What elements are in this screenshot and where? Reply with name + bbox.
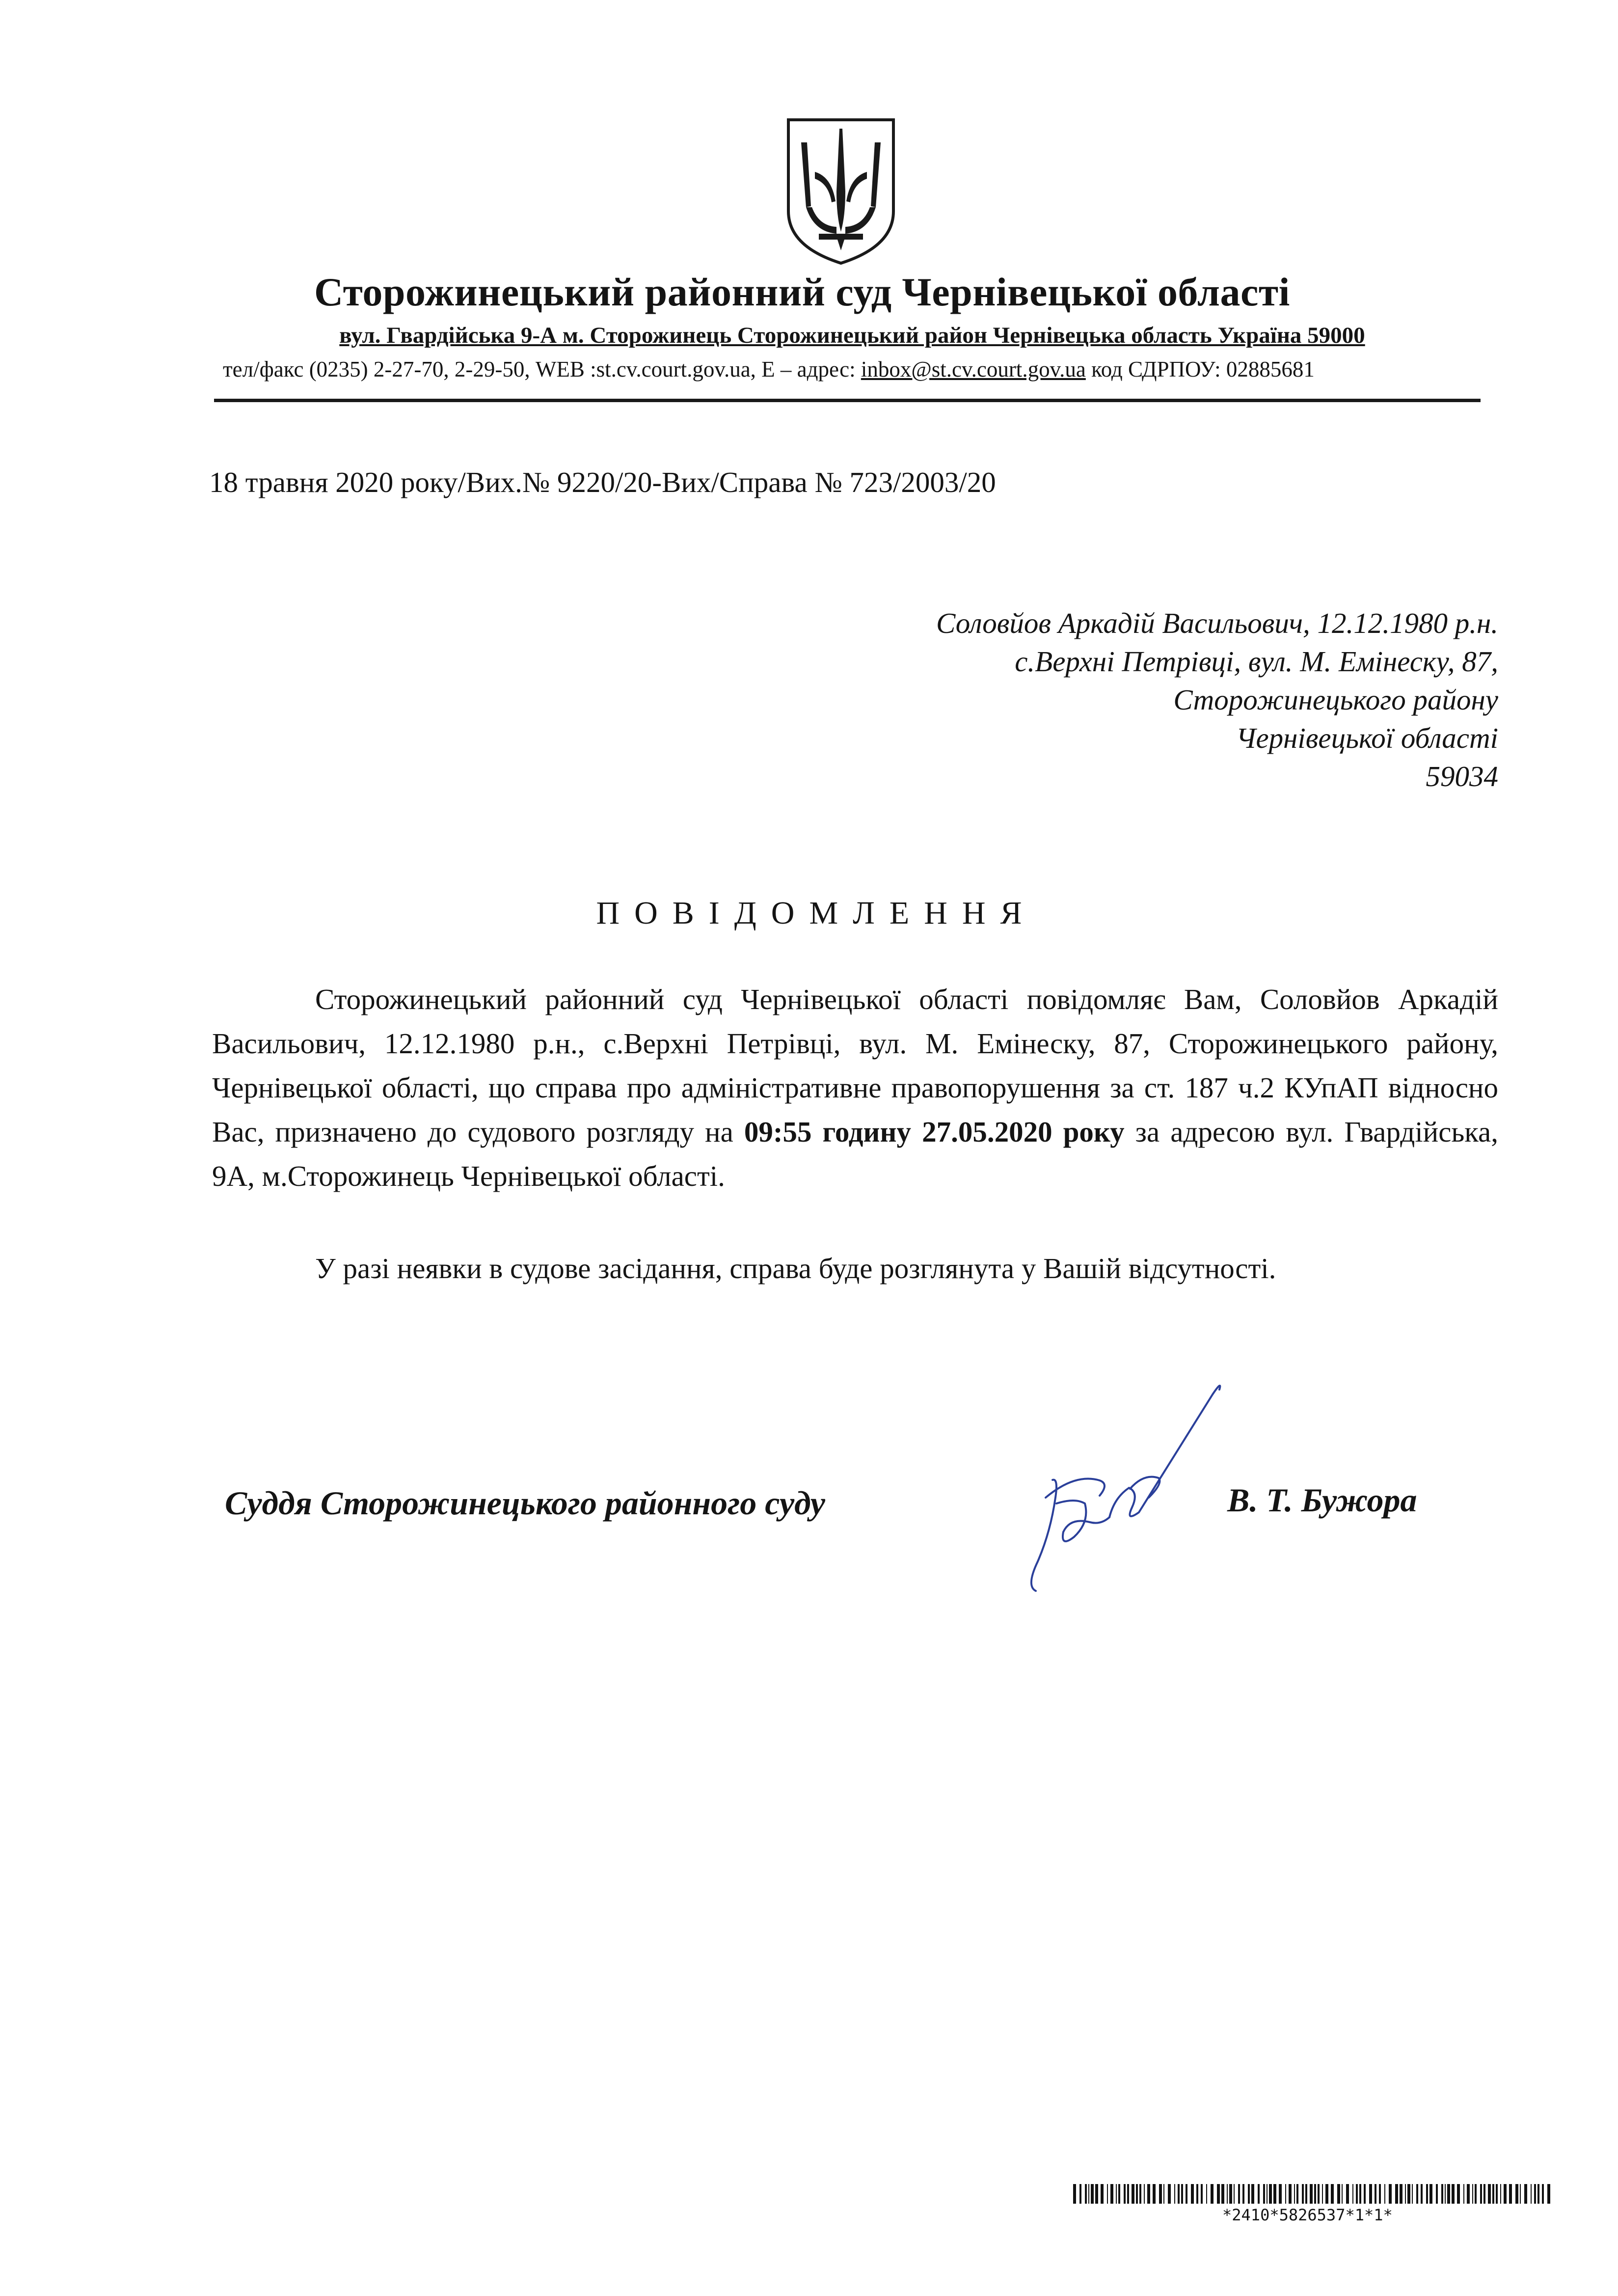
barcode-bar (1515, 2184, 1518, 2204)
barcode-bar (1356, 2184, 1358, 2204)
body-paragraph (212, 977, 1498, 1198)
barcode-bar (1163, 2184, 1164, 2204)
barcode-bar (1400, 2184, 1402, 2204)
barcode-bar (1421, 2184, 1423, 2204)
addressee-line: Сторожинецького району (1173, 683, 1498, 716)
barcode-bar (1426, 2184, 1428, 2204)
addressee-line: 59034 (1426, 760, 1498, 793)
barcode-bar (1359, 2184, 1361, 2204)
email-link[interactable]: inbox@st.cv.court.gov.ua (861, 357, 1086, 382)
barcode-bar (1132, 2184, 1134, 2204)
barcode-bar (1178, 2184, 1180, 2204)
barcode-bar (1475, 2184, 1477, 2204)
barcode-bar (1467, 2184, 1470, 2204)
barcode-bar (1206, 2184, 1207, 2204)
barcode-bar (1457, 2184, 1460, 2204)
barcode-bar (1509, 2184, 1512, 2204)
barcode-bar (1124, 2184, 1126, 2204)
barcode-bar (1186, 2184, 1187, 2204)
barcode-bar (1331, 2184, 1334, 2204)
barcode-bar (1310, 2184, 1313, 2204)
barcode-bar (1412, 2184, 1413, 2204)
barcode-bar (1375, 2184, 1376, 2204)
barcode-bar (1534, 2184, 1536, 2204)
barcode-bar (1500, 2184, 1501, 2204)
notice-body (212, 977, 1498, 1290)
tryzub-coat-of-arms-icon (784, 118, 897, 265)
barcode-bar (1542, 2184, 1544, 2204)
barcode-bar (1472, 2184, 1473, 2204)
barcode-bar (1325, 2184, 1328, 2204)
barcode-bar (1229, 2184, 1232, 2204)
barcode-bar (1389, 2184, 1392, 2204)
barcode-bar (1441, 2184, 1443, 2204)
addressee-line: с.Верхні Петрівці, вул. М. Емінеску, 87, (1015, 645, 1498, 678)
barcode-bar (1364, 2184, 1366, 2204)
barcode-bar (1168, 2184, 1171, 2204)
contacts-prefix: тел/факс (0235) 2-27-70, 2-29-50, WEB :st.cv.court.gov.ua, E – адрес: (223, 357, 861, 382)
document-title: ПОВІДОМЛЕННЯ (596, 895, 1037, 931)
paragraph-text: Сторожинецький районний суд Чернівецької області повідомляє Вам, Соловйов Аркадій Васильович, 12.12.1980 р.н., с.Верхні Петрівці, вул. М. Емінеску, 87, Сторожинецького району, Чернівецької області, що справа про адміністративне правопорушення за ст. 187 ч.2 КУпАП відносно Вас, призначено до судового розгляду на (212, 983, 1498, 1148)
barcode-bar (1289, 2184, 1292, 2204)
barcode-bar (1285, 2184, 1286, 2204)
court-address: вул. Гвардійська 9-А м. Сторожинець Сторожинецький район Чернівецька область Україна 59000 (339, 323, 1365, 348)
barcode-bar (1181, 2184, 1183, 2204)
barcode-bar (1279, 2184, 1282, 2204)
contacts-suffix: код СДРПОУ: 02885681 (1085, 357, 1315, 382)
barcode-bar (1191, 2184, 1194, 2204)
barcode-bar (1305, 2184, 1307, 2204)
barcode-bar (1379, 2184, 1381, 2204)
addressee-line: Чернівецької області (1236, 722, 1498, 754)
barcode-bar (1318, 2184, 1320, 2204)
court-name: Сторожинецький районний суд Чернівецької області (314, 270, 1290, 314)
hearing-datetime: 09:55 годину 27.05.2020 року (744, 1116, 1125, 1148)
barcode-bar (1480, 2184, 1482, 2204)
addressee-line: Соловйов Аркадій Васильович, 12.12.1980 р.н. (936, 607, 1498, 639)
barcode-bar (1416, 2184, 1418, 2204)
barcode-bar (1296, 2184, 1298, 2204)
barcode-bar (1269, 2184, 1272, 2204)
barcode-bar (1118, 2184, 1120, 2204)
body-paragraph: У разі неявки в судове засідання, справа буде розглянута у Вашій відсутності. (315, 1252, 1276, 1285)
barcode-bar (1483, 2184, 1485, 2204)
barcode-bar (1273, 2184, 1276, 2204)
barcode-bar (1463, 2184, 1464, 2204)
barcode-bar (1196, 2184, 1198, 2204)
barcode-bar (1537, 2184, 1539, 2204)
barcode-bar (1221, 2184, 1224, 2204)
barcode-bar (1407, 2184, 1410, 2204)
barcode-bar (1144, 2184, 1145, 2204)
barcode-bar (1174, 2184, 1175, 2204)
barcode-bar (1116, 2184, 1117, 2204)
barcode-bar (1238, 2184, 1240, 2204)
barcode-bar (1263, 2184, 1265, 2204)
barcode-bar (1088, 2184, 1089, 2204)
barcode-bar (1085, 2184, 1087, 2204)
barcode-bar (1159, 2184, 1162, 2204)
barcode-bar (1217, 2184, 1220, 2204)
barcode-bar (1346, 2184, 1349, 2204)
barcode-bar (1504, 2184, 1507, 2204)
barcode-bar (1227, 2184, 1228, 2204)
barcode-bar (1447, 2184, 1450, 2204)
barcode-bar (1488, 2184, 1491, 2204)
judge-name: В. Т. Бужора (1227, 1481, 1417, 1519)
barcode-bar (1153, 2184, 1156, 2204)
barcode-bar (1496, 2184, 1498, 2204)
barcode-bar (1248, 2184, 1250, 2204)
barcode-bar (1147, 2184, 1150, 2204)
barcode-bar (1073, 2184, 1076, 2204)
barcode-bar (1531, 2184, 1532, 2204)
barcode-bar (1352, 2184, 1353, 2204)
barcode-bar (1342, 2184, 1343, 2204)
barcode-bar (1302, 2184, 1304, 2204)
barcode-bar (1091, 2184, 1094, 2204)
judge-position: Суддя Сторожинецького районного суду (225, 1484, 825, 1522)
barcode-bar (1107, 2184, 1108, 2204)
barcode-bar (1547, 2184, 1550, 2204)
barcode-bar (1384, 2184, 1385, 2204)
barcode-bar (1136, 2184, 1138, 2204)
barcode-bar (1337, 2184, 1340, 2204)
paragraph-text: за адресою вул. Гвардійська, 9А, м.Сторожинець Чернівецької області. (212, 1116, 1498, 1192)
barcode-bar (1452, 2184, 1455, 2204)
barcode-bar (1110, 2184, 1113, 2204)
barcode-bar (1079, 2184, 1081, 2204)
barcode-bar (1201, 2184, 1203, 2204)
barcode-bar (1405, 2184, 1406, 2204)
header-divider (214, 399, 1481, 402)
barcode-bar (1520, 2184, 1521, 2204)
barcode-bar (1251, 2184, 1254, 2204)
barcode-bar (1445, 2184, 1446, 2204)
barcode-bar (1127, 2184, 1129, 2204)
court-contacts (223, 356, 1480, 382)
outgoing-reference: 18 травня 2020 року/Вих.№ 9220/20-Вих/Справа № 723/2003/20 (209, 466, 996, 498)
barcode-bar (1095, 2184, 1098, 2204)
barcode-bar (1314, 2184, 1316, 2204)
barcode-number: *2410*5826537*1*1* (1222, 2206, 1393, 2224)
barcode-icon (1073, 2184, 1554, 2204)
barcode-bar (1492, 2184, 1494, 2204)
barcode-bar (1369, 2184, 1372, 2204)
barcode-bar (1294, 2184, 1295, 2204)
barcode-bar (1234, 2184, 1235, 2204)
barcode-bar (1429, 2184, 1432, 2204)
barcode-bar (1524, 2184, 1527, 2204)
barcode-bar (1101, 2184, 1104, 2204)
barcode-bar (1242, 2184, 1244, 2204)
barcode-bar (1395, 2184, 1398, 2204)
addressee-block (713, 604, 1498, 795)
barcode-bar (1211, 2184, 1214, 2204)
barcode-bar (1258, 2184, 1260, 2204)
barcode-bar (1139, 2184, 1141, 2204)
barcode-bar (1322, 2184, 1323, 2204)
barcode-bar (1436, 2184, 1438, 2204)
